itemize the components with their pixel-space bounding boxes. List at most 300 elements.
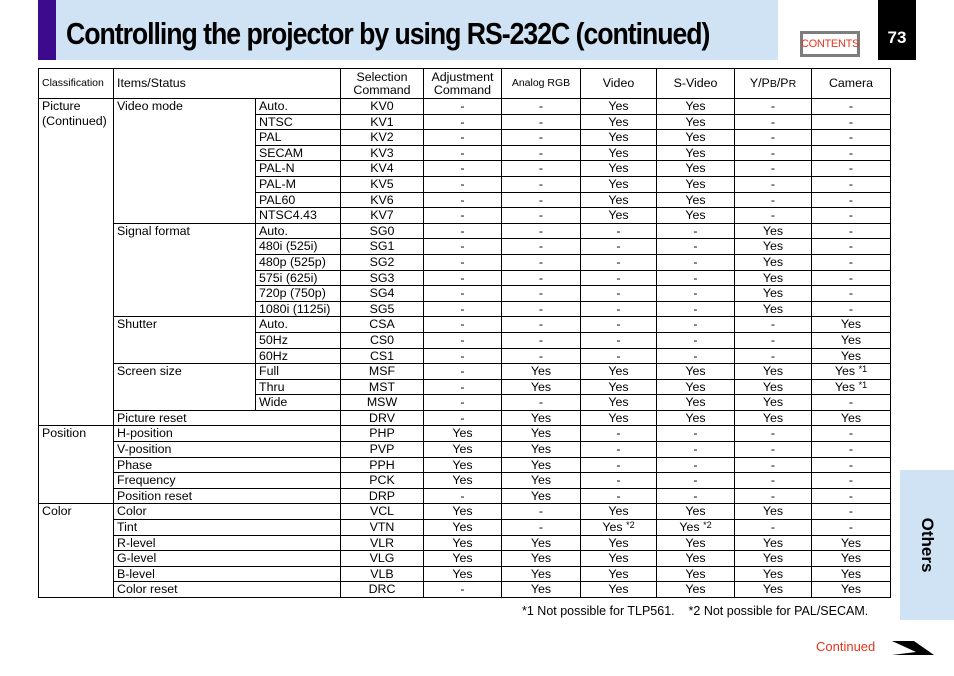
camera-cell: - [812, 395, 891, 411]
camera-cell: - [812, 239, 891, 255]
camera-cell: - [812, 426, 891, 442]
item-cell: Phase [114, 457, 341, 473]
ypbpr-cell: - [735, 442, 812, 458]
video-cell: Yes [581, 192, 657, 208]
rgb-cell: - [502, 145, 581, 161]
item-cell: V-position [114, 442, 341, 458]
cmd-cell: DRV [341, 410, 424, 426]
svideo-cell: Yes [657, 582, 735, 598]
ypbpr-cell: - [735, 488, 812, 504]
adj-cell: - [424, 395, 502, 411]
camera-cell: - [812, 442, 891, 458]
side-tab-others[interactable] [900, 470, 954, 620]
adj-cell: - [424, 239, 502, 255]
camera-cell: Yes [812, 348, 891, 364]
camera-cell: Yes [812, 332, 891, 348]
camera-cell: Yes $^{*1}$ [812, 379, 891, 395]
video-cell: Yes [581, 114, 657, 130]
svideo-cell: - [657, 270, 735, 286]
table-row [39, 410, 891, 426]
camera-cell: - [812, 130, 891, 146]
video-cell: - [581, 457, 657, 473]
header-items-status: Items/Status [114, 69, 341, 99]
cmd-cell: VLG [341, 551, 424, 567]
adj-cell: Yes [424, 566, 502, 582]
adj-cell: - [424, 99, 502, 115]
rgb-cell: - [502, 286, 581, 302]
svideo-cell: Yes [657, 192, 735, 208]
title-accent-bar [38, 0, 56, 60]
adj-cell: - [424, 348, 502, 364]
item-cell: Color reset [114, 582, 341, 598]
status-cell: 480i (525i) [256, 239, 341, 255]
status-cell: Auto. [256, 99, 341, 115]
adj-cell: Yes [424, 535, 502, 551]
item-cell: Picture reset [114, 410, 341, 426]
header-adjustment-command: Adjustment Command [424, 69, 502, 99]
ypbpr-cell: Yes [735, 254, 812, 270]
video-cell: Yes [581, 582, 657, 598]
svideo-cell: - [657, 457, 735, 473]
adj-cell: - [424, 208, 502, 224]
cmd-cell: CS1 [341, 348, 424, 364]
table-row [39, 473, 891, 489]
video-cell: Yes [581, 410, 657, 426]
table-row [39, 504, 891, 520]
rgb-cell: Yes [502, 582, 581, 598]
video-cell: - [581, 223, 657, 239]
video-cell: Yes [581, 99, 657, 115]
svideo-cell: Yes $^{*2}$ [657, 520, 735, 536]
video-cell: Yes [581, 145, 657, 161]
adj-cell: - [424, 379, 502, 395]
ypbpr-cell: - [735, 192, 812, 208]
rgb-cell: Yes [502, 457, 581, 473]
table-row [39, 488, 891, 504]
ypbpr-cell: Yes [735, 551, 812, 567]
svideo-cell: Yes [657, 145, 735, 161]
adj-cell: - [424, 582, 502, 598]
cmd-cell: KV0 [341, 99, 424, 115]
status-cell: 60Hz [256, 348, 341, 364]
camera-cell: - [812, 301, 891, 317]
rgb-cell: - [502, 520, 581, 536]
adj-cell: Yes [424, 473, 502, 489]
svideo-cell: Yes [657, 395, 735, 411]
camera-cell: - [812, 99, 891, 115]
item-cell: Frequency [114, 473, 341, 489]
status-cell: PAL-N [256, 161, 341, 177]
camera-cell: - [812, 473, 891, 489]
video-cell: - [581, 473, 657, 489]
video-cell: Yes [581, 208, 657, 224]
adj-cell: - [424, 270, 502, 286]
camera-cell: - [812, 270, 891, 286]
svideo-cell: - [657, 332, 735, 348]
camera-cell: Yes [812, 317, 891, 333]
video-cell: Yes [581, 566, 657, 582]
item-cell: Signal format [114, 223, 256, 317]
adj-cell: - [424, 332, 502, 348]
adj-cell: Yes [424, 442, 502, 458]
camera-cell: - [812, 145, 891, 161]
svideo-cell: Yes [657, 364, 735, 380]
rgb-cell: - [502, 239, 581, 255]
svideo-cell: - [657, 301, 735, 317]
svideo-cell: - [657, 426, 735, 442]
cmd-cell: KV1 [341, 114, 424, 130]
adj-cell: Yes [424, 551, 502, 567]
video-cell: Yes [581, 395, 657, 411]
rgb-cell: Yes [502, 410, 581, 426]
cmd-cell: VLR [341, 535, 424, 551]
header-classification: Classification [39, 69, 114, 99]
video-cell: Yes [581, 379, 657, 395]
status-cell: 1080i (1125i) [256, 301, 341, 317]
svideo-cell: - [657, 239, 735, 255]
status-cell: Wide [256, 395, 341, 411]
svideo-cell: - [657, 254, 735, 270]
adj-cell: - [424, 286, 502, 302]
camera-cell: - [812, 161, 891, 177]
svideo-cell: Yes [657, 504, 735, 520]
rgb-cell: Yes [502, 379, 581, 395]
table-row [39, 364, 891, 380]
header-camera: Camera [812, 69, 891, 99]
camera-cell: Yes $^{*1}$ [812, 364, 891, 380]
rgb-cell: Yes [502, 488, 581, 504]
rgb-cell: - [502, 395, 581, 411]
rgb-cell: - [502, 130, 581, 146]
video-cell: Yes [581, 551, 657, 567]
video-cell: - [581, 332, 657, 348]
svideo-cell: Yes [657, 379, 735, 395]
header-video: Video [581, 69, 657, 99]
adj-cell: Yes [424, 520, 502, 536]
svideo-cell: Yes [657, 161, 735, 177]
camera-cell: - [812, 114, 891, 130]
cmd-cell: MSF [341, 364, 424, 380]
video-cell: Yes $^{*2}$ [581, 520, 657, 536]
video-cell: Yes [581, 130, 657, 146]
ypbpr-cell: Yes [735, 410, 812, 426]
rgb-cell: Yes [502, 551, 581, 567]
ypbpr-cell: - [735, 317, 812, 333]
footnote-marker: *2 [703, 520, 712, 531]
table-row [39, 551, 891, 567]
rgb-cell: - [502, 161, 581, 177]
item-cell: Video mode [114, 99, 256, 224]
continued-arrow-icon[interactable] [890, 639, 936, 657]
rgb-cell: - [502, 192, 581, 208]
rgb-cell: - [502, 208, 581, 224]
video-cell: - [581, 348, 657, 364]
svideo-cell: Yes [657, 535, 735, 551]
footnote-marker: *1 [858, 364, 868, 375]
svideo-cell: Yes [657, 114, 735, 130]
rgb-cell: - [502, 270, 581, 286]
ypbpr-cell: Yes [735, 223, 812, 239]
ypbpr-cell: - [735, 473, 812, 489]
video-cell: Yes [581, 176, 657, 192]
rgb-cell: Yes [502, 473, 581, 489]
camera-cell: - [812, 488, 891, 504]
camera-cell: Yes [812, 410, 891, 426]
adj-cell: Yes [424, 457, 502, 473]
cmd-cell: SG2 [341, 254, 424, 270]
svideo-cell: - [657, 473, 735, 489]
header-selection-command: Selection Command [341, 69, 424, 99]
cmd-cell: VCL [341, 504, 424, 520]
footnote-marker: *1 [858, 379, 868, 390]
ypbpr-cell: Yes [735, 239, 812, 255]
adj-cell: - [424, 223, 502, 239]
adj-cell: - [424, 130, 502, 146]
svideo-cell: Yes [657, 566, 735, 582]
cmd-cell: PHP [341, 426, 424, 442]
status-cell: SECAM [256, 145, 341, 161]
adj-cell: - [424, 254, 502, 270]
adj-cell: - [424, 145, 502, 161]
rgb-cell: - [502, 99, 581, 115]
video-cell: - [581, 254, 657, 270]
adj-cell: - [424, 317, 502, 333]
table-row [39, 223, 891, 239]
camera-cell: Yes [812, 551, 891, 567]
page-title: Controlling the projector by using RS-232C (continued) [66, 16, 710, 51]
camera-cell: - [812, 520, 891, 536]
header-s-video: S-Video [657, 69, 735, 99]
adj-cell: - [424, 176, 502, 192]
video-cell: Yes [581, 161, 657, 177]
svideo-cell: Yes [657, 208, 735, 224]
camera-cell: - [812, 286, 891, 302]
cmd-cell: KV6 [341, 192, 424, 208]
camera-cell: - [812, 504, 891, 520]
video-cell: - [581, 442, 657, 458]
status-cell: Auto. [256, 317, 341, 333]
adj-cell: - [424, 301, 502, 317]
video-cell: - [581, 239, 657, 255]
rgb-cell: - [502, 504, 581, 520]
ypbpr-cell: - [735, 114, 812, 130]
rgb-cell: Yes [502, 442, 581, 458]
video-cell: Yes [581, 535, 657, 551]
status-cell: 480p (525p) [256, 254, 341, 270]
cmd-cell: SG1 [341, 239, 424, 255]
footnote-marker: *2 [626, 520, 635, 531]
adj-cell: - [424, 410, 502, 426]
rgb-cell: - [502, 223, 581, 239]
camera-cell: Yes [812, 535, 891, 551]
adj-cell: - [424, 114, 502, 130]
cmd-cell: DRC [341, 582, 424, 598]
cmd-cell: DRP [341, 488, 424, 504]
cmd-cell: KV5 [341, 176, 424, 192]
table-row [39, 457, 891, 473]
status-cell: 575i (625i) [256, 270, 341, 286]
table-header-row [39, 69, 891, 99]
svideo-cell: - [657, 442, 735, 458]
ypbpr-cell: Yes [735, 286, 812, 302]
table-row [39, 426, 891, 442]
status-cell: Auto. [256, 223, 341, 239]
ypbpr-cell: - [735, 332, 812, 348]
item-cell: Color [114, 504, 341, 520]
item-cell: B-level [114, 566, 341, 582]
camera-cell: Yes [812, 566, 891, 582]
cmd-cell: SG5 [341, 301, 424, 317]
rgb-cell: Yes [502, 566, 581, 582]
cmd-cell: CS0 [341, 332, 424, 348]
svideo-cell: Yes [657, 410, 735, 426]
adj-cell: - [424, 364, 502, 380]
video-cell: - [581, 488, 657, 504]
adj-cell: - [424, 488, 502, 504]
item-cell: Shutter [114, 317, 256, 364]
ypbpr-cell: - [735, 208, 812, 224]
item-cell: H-position [114, 426, 341, 442]
ypbpr-cell: Yes [735, 301, 812, 317]
cmd-cell: VLB [341, 566, 424, 582]
video-cell: - [581, 317, 657, 333]
svideo-cell: - [657, 317, 735, 333]
rgb-cell: - [502, 332, 581, 348]
status-cell: 50Hz [256, 332, 341, 348]
cmd-cell: MSW [341, 395, 424, 411]
cmd-cell: KV2 [341, 130, 424, 146]
rgb-cell: - [502, 317, 581, 333]
svideo-cell: - [657, 223, 735, 239]
ypbpr-cell: Yes [735, 364, 812, 380]
table-row [39, 99, 891, 115]
table-row [39, 520, 891, 536]
svideo-cell: - [657, 286, 735, 302]
rgb-cell: Yes [502, 426, 581, 442]
rgb-cell: - [502, 348, 581, 364]
adj-cell: Yes [424, 504, 502, 520]
camera-cell: - [812, 208, 891, 224]
svideo-cell: Yes [657, 176, 735, 192]
rgb-cell: - [502, 254, 581, 270]
classification-cell: Color [39, 504, 114, 598]
video-cell: - [581, 301, 657, 317]
ypbpr-cell: - [735, 520, 812, 536]
camera-cell: - [812, 223, 891, 239]
table-body [39, 99, 891, 598]
header-analog-rgb: Analog RGB [502, 69, 581, 99]
ypbpr-cell: - [735, 426, 812, 442]
adj-cell: - [424, 192, 502, 208]
status-cell: PAL60 [256, 192, 341, 208]
ypbpr-cell: - [735, 161, 812, 177]
ypbpr-cell: - [735, 348, 812, 364]
ypbpr-cell: Yes [735, 379, 812, 395]
cmd-cell: CSA [341, 317, 424, 333]
table-row [39, 566, 891, 582]
cmd-cell: SG3 [341, 270, 424, 286]
rgb-cell: - [502, 176, 581, 192]
ypbpr-cell: - [735, 99, 812, 115]
classification-cell: Position [39, 426, 114, 504]
table-row [39, 317, 891, 333]
camera-cell: - [812, 457, 891, 473]
status-cell: NTSC [256, 114, 341, 130]
ypbpr-cell: - [735, 176, 812, 192]
rgb-cell: - [502, 114, 581, 130]
adj-cell: - [424, 161, 502, 177]
table-row [39, 535, 891, 551]
ypbpr-cell: Yes [735, 270, 812, 286]
cmd-cell: SG4 [341, 286, 424, 302]
ypbpr-cell: Yes [735, 566, 812, 582]
video-cell: Yes [581, 504, 657, 520]
contents-button-label: CONTENTS [803, 34, 857, 54]
camera-cell: - [812, 254, 891, 270]
status-cell: 720p (750p) [256, 286, 341, 302]
svideo-cell: - [657, 348, 735, 364]
status-cell: PAL-M [256, 176, 341, 192]
continued-label[interactable]: Continued [816, 639, 876, 654]
page-number: 73 [878, 0, 916, 60]
item-cell: R-level [114, 535, 341, 551]
ypbpr-cell: Yes [735, 535, 812, 551]
contents-button[interactable] [800, 31, 860, 57]
status-cell: NTSC4.43 [256, 208, 341, 224]
table-row [39, 582, 891, 598]
classification-cell: Picture (Continued) [39, 99, 114, 426]
ypbpr-cell: - [735, 457, 812, 473]
svideo-cell: Yes [657, 130, 735, 146]
video-cell: - [581, 426, 657, 442]
ypbpr-cell: Yes [735, 395, 812, 411]
ypbpr-cell: - [735, 145, 812, 161]
cmd-cell: PPH [341, 457, 424, 473]
camera-cell: - [812, 176, 891, 192]
ypbpr-cell: Yes [735, 582, 812, 598]
ypbpr-cell: Yes [735, 504, 812, 520]
cmd-cell: KV7 [341, 208, 424, 224]
footnote: *1 Not possible for TLP561. *2 Not possible for PAL/SECAM. [522, 604, 869, 618]
rgb-cell: Yes [502, 364, 581, 380]
cmd-cell: KV4 [341, 161, 424, 177]
video-cell: Yes [581, 364, 657, 380]
svideo-cell: Yes [657, 99, 735, 115]
ypbpr-cell: - [735, 130, 812, 146]
video-cell: - [581, 270, 657, 286]
cmd-cell: PVP [341, 442, 424, 458]
camera-cell: Yes [812, 582, 891, 598]
rgb-cell: - [502, 301, 581, 317]
header-y-pb-pr: Y/PB/PR [735, 69, 812, 99]
item-cell: Screen size [114, 364, 256, 411]
table-row [39, 442, 891, 458]
svideo-cell: - [657, 488, 735, 504]
cmd-cell: MST [341, 379, 424, 395]
item-cell: G-level [114, 551, 341, 567]
camera-cell: - [812, 192, 891, 208]
status-cell: Thru [256, 379, 341, 395]
item-cell: Position reset [114, 488, 341, 504]
cmd-cell: PCK [341, 473, 424, 489]
video-cell: - [581, 286, 657, 302]
side-tab-label: Others [918, 517, 937, 573]
status-cell: Full [256, 364, 341, 380]
adj-cell: Yes [424, 426, 502, 442]
cmd-cell: KV3 [341, 145, 424, 161]
item-cell: Tint [114, 520, 341, 536]
status-cell: PAL [256, 130, 341, 146]
